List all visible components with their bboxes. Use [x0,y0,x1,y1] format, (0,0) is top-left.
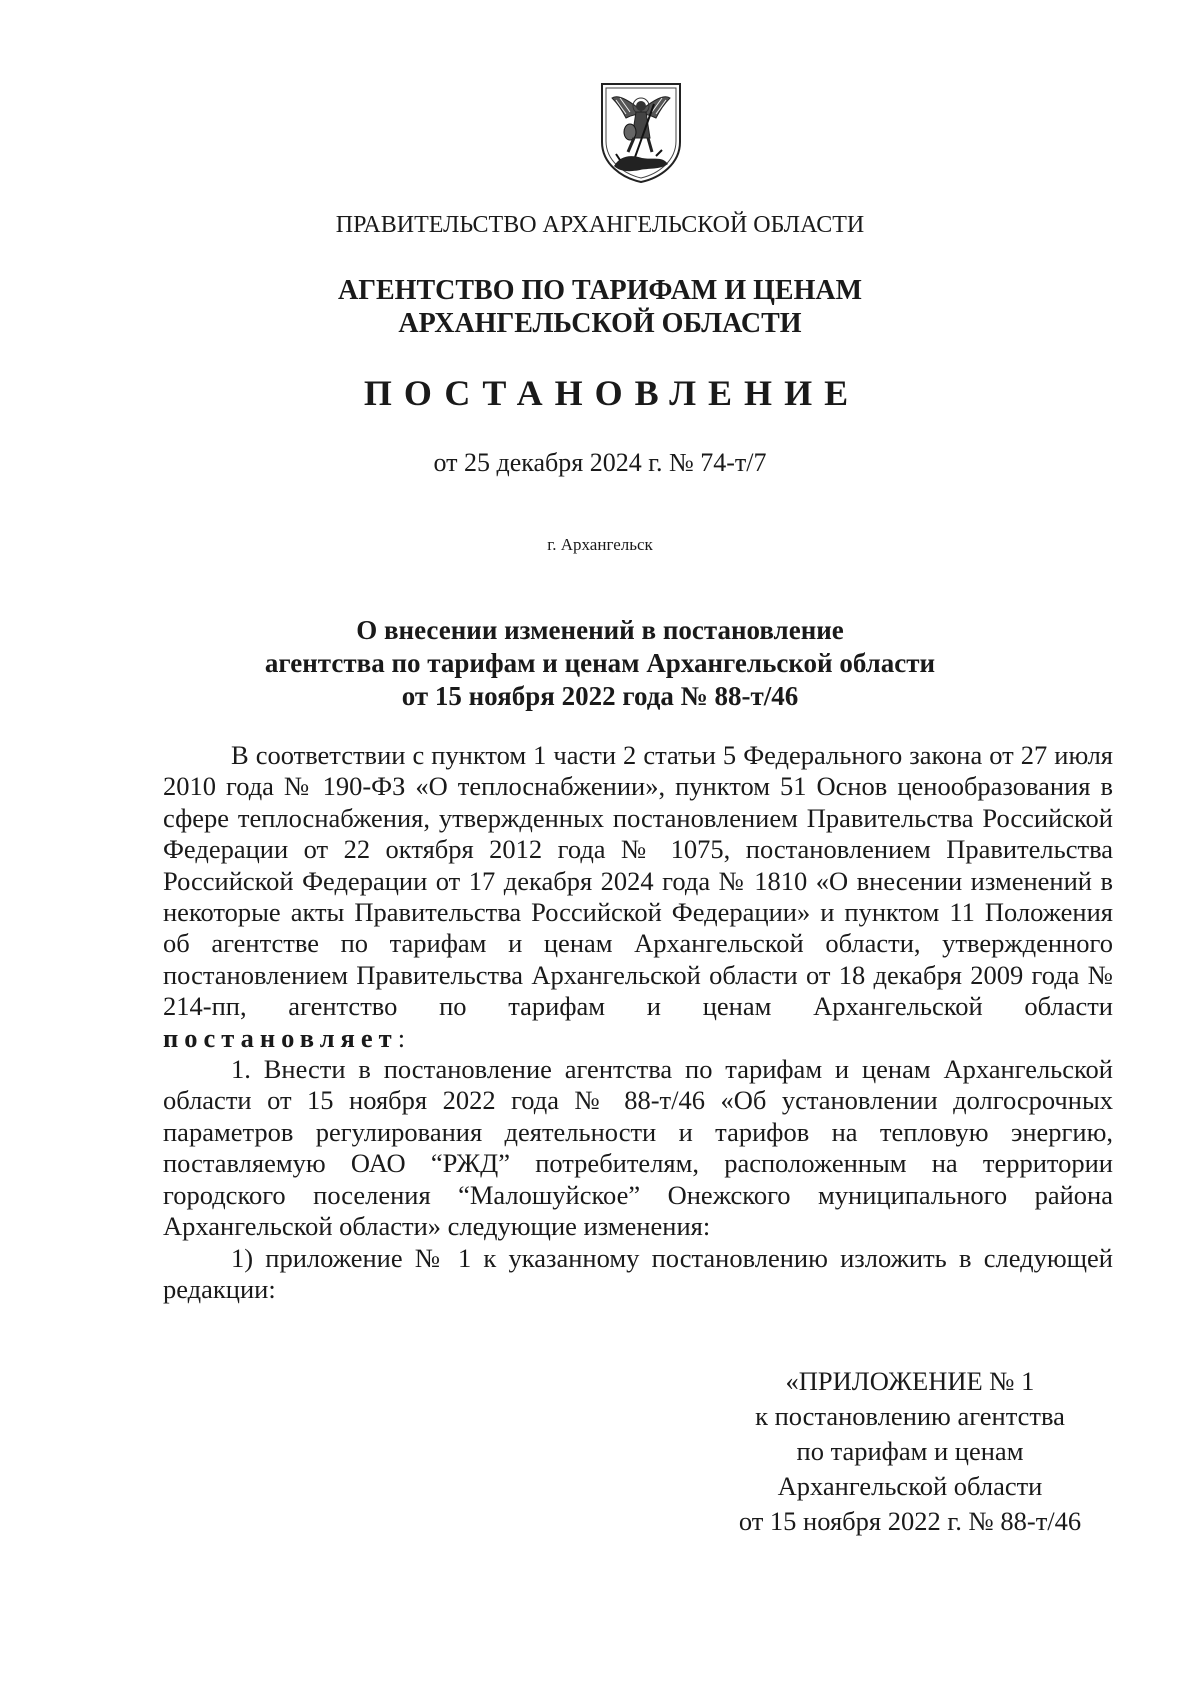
resolves-word: постановляет [163,1022,398,1053]
subject-line-2: агентства по тарифам и ценам Архангельской области [264,648,936,678]
item-1-1-paragraph: 1) приложение № 1 к указанному постановлению изложить в следующей редакции: [163,1242,1113,1304]
appendix-line-3: по тарифам и ценам [796,1436,1024,1466]
document-type: ПОСТАНОВЛЕНИЕ [363,373,861,413]
subject-line-1: О внесении изменений в постановление [356,615,844,645]
appendix-line-4: Архангельской области [777,1471,1043,1501]
agency-title-line-1: АГЕНТСТВО ПО ТАРИФАМ И ЦЕНАМ [337,275,863,306]
preamble-paragraph [163,740,1113,1054]
appendix-line-5: от 15 ноября 2022 г. № 88-т/46 [738,1506,1082,1536]
item-1-paragraph: 1. Внести в постановление агентства по тарифам и ценам Архангельской области от 15 ноября 2022 года № 88-т/46 «Об установлении долгосрочных параметров регулирования деятельности и тарифов на тепловую энергию, поставляемую ОАО “РЖД” потребителям, расположенным на территории городского поселения “Малошуйское” Онежского муниципального района Архангельской области» следующие изменения: [163,1054,1113,1242]
appendix-line-2: к постановлению агентства [755,1401,1065,1431]
government-title: ПРАВИТЕЛЬСТВО АРХАНГЕЛЬСКОЙ ОБЛАСТИ [335,212,865,238]
agency-title [0,274,1200,340]
document-date-number: от 25 декабря 2024 г. № 74-т/7 [433,448,767,477]
subject-line-3: от 15 ноября 2022 года № 88-т/46 [401,681,799,711]
appendix-heading [720,1364,1100,1539]
preamble-text: В соответствии с пунктом 1 части 2 статьи 5 Федерального закона от 27 июля 2010 года № 190-ФЗ «О теплоснабжении», пунктом 51 Основ ценообразования в сфере теплоснабжения, утвержденных постановлением Правительства Российской Федерации от 22 октября 2012 года № 1075, постановлением Правительства Российской Федерации от 17 декабря 2024 года № 1810 «О внесении изменений в некоторые акты Правительства Российской Федерации» и пунктом 11 Положения об агентстве по тарифам и ценам Архангельской области, утвержденного постановлением Правительства Архангельской области от 18 декабря 2009 года № 214-пп, агентство по тарифам и ценам Архангельской области [163,740,1113,1022]
document-city: г. Архангельск [547,535,653,554]
arkhangelsk-coat-of-arms-icon [596,80,686,184]
appendix-line-1: «ПРИЛОЖЕНИЕ № 1 [785,1366,1035,1396]
document-body [163,740,1113,1305]
agency-title-line-2: АРХАНГЕЛЬСКОЙ ОБЛАСТИ [398,308,802,339]
resolves-tail: : [397,1022,406,1053]
document-subject [0,614,1200,713]
